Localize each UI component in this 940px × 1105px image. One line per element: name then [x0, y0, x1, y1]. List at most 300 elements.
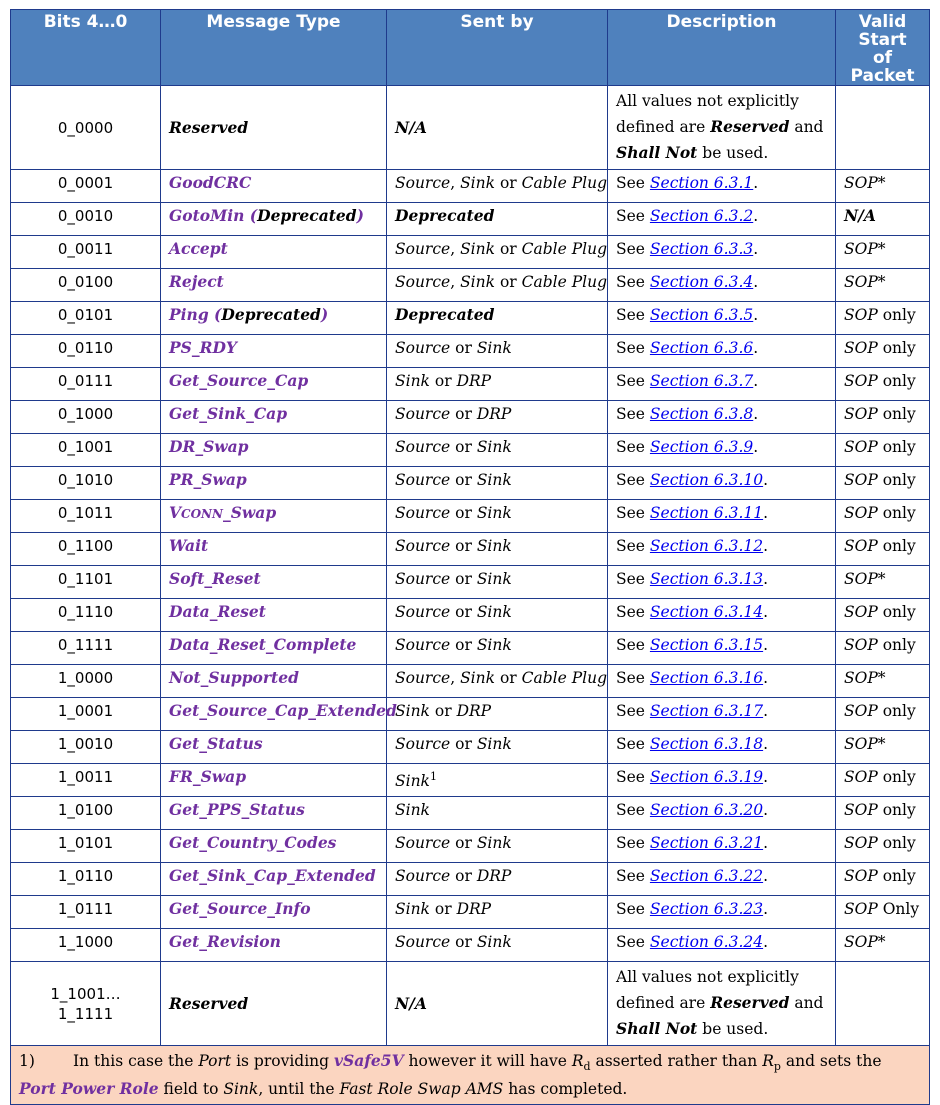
description-cell: See Section 6.3.11. [608, 500, 836, 533]
valid-sop-cell [836, 203, 930, 236]
sent-by-role: Cable Plug [521, 174, 607, 192]
sop-value: SOP [844, 471, 878, 489]
message-type-name[interactable]: VCONN_Swap [169, 503, 277, 522]
bits-cell: 1_0000 [11, 665, 161, 698]
message-type-name[interactable]: Get_Source_Cap_Extended [169, 701, 397, 720]
sent-by-cell [387, 896, 608, 929]
message-type-name[interactable]: Not_Supported [169, 668, 299, 687]
valid-sop-cell [836, 863, 930, 896]
message-type-name[interactable]: Accept [169, 239, 228, 258]
message-type-cell [161, 929, 387, 962]
valid-sop-cell [836, 335, 930, 368]
sent-by-cell [387, 863, 608, 896]
sent-by-role: DRP [476, 405, 512, 423]
section-link[interactable]: Section 6.3.5 [649, 306, 754, 324]
sent-by-role: Sink [395, 772, 430, 791]
bits-cell: 0_0111 [11, 368, 161, 401]
sop-value: SOP [844, 372, 878, 390]
section-link[interactable]: Section 6.3.15 [649, 636, 764, 654]
sop-qualifier: only [877, 306, 916, 324]
bits-cell: 1_1000 [11, 929, 161, 962]
description-cell: See Section 6.3.14. [608, 599, 836, 632]
table-row [11, 269, 930, 302]
sent-by-role: Sink [476, 570, 512, 588]
sop-value: SOP* [844, 570, 886, 588]
table-row [11, 236, 930, 269]
message-type-cell [161, 203, 387, 236]
message-type-name[interactable]: Get_Status [169, 734, 263, 753]
description-cell: See Section 6.3.17. [608, 698, 836, 731]
message-type-name: Reserved [169, 117, 249, 137]
message-type-name[interactable]: Ping [169, 305, 209, 324]
message-type-name[interactable]: Get_Revision [169, 932, 281, 951]
description-cell: See Section 6.3.13. [608, 566, 836, 599]
header-bits: Bits 4…0 [11, 10, 161, 86]
message-type-name[interactable]: Get_Source_Cap [169, 371, 309, 390]
bits-cell: 1_0011 [11, 764, 161, 797]
message-type-cell [161, 533, 387, 566]
message-type-name[interactable]: Get_Country_Codes [169, 833, 337, 852]
section-link[interactable]: Section 6.3.19 [649, 768, 764, 786]
section-link[interactable]: Section 6.3.7 [649, 372, 754, 390]
footnote-fragment: Port [198, 1052, 232, 1070]
sop-value: SOP [844, 834, 878, 852]
message-type-name[interactable]: PR_Swap [169, 470, 247, 489]
table-row [11, 797, 930, 830]
footnote-fragment: however it will have [403, 1052, 572, 1070]
sent-by-sep: or [450, 636, 477, 654]
sent-by-sep: or [450, 867, 477, 885]
section-link[interactable]: Section 6.3.22 [649, 867, 764, 885]
sent-by-role: Source [395, 570, 451, 588]
valid-sop-cell [836, 467, 930, 500]
valid-sop-cell [836, 86, 930, 170]
sent-by-role: Source [395, 933, 451, 951]
message-type-cell [161, 797, 387, 830]
sop-qualifier: only [877, 339, 916, 357]
table-row [11, 962, 930, 1046]
table-row [11, 335, 930, 368]
message-type-cell [161, 962, 387, 1046]
valid-sop-cell [836, 665, 930, 698]
footnote-fragment: Port Power Role [19, 1079, 159, 1099]
shall-not-term: Shall Not [616, 143, 698, 162]
reserved-term: Reserved [710, 117, 790, 136]
sent-by-role: Sink [476, 735, 512, 753]
description-cell: See Section 6.3.5. [608, 302, 836, 335]
sent-by-role: Sink [460, 669, 496, 687]
message-type-cell [161, 764, 387, 797]
footnote-fragment: R [571, 1052, 584, 1070]
sent-by-sep: or [495, 669, 522, 687]
sent-by-role: Sink [476, 537, 512, 555]
shall-not-term: Shall Not [616, 1019, 698, 1038]
bits-cell: 0_0110 [11, 335, 161, 368]
description-cell: See Section 6.3.6. [608, 335, 836, 368]
sop-value: SOP [844, 438, 878, 456]
bits-cell: 0_1100 [11, 533, 161, 566]
section-link[interactable]: Section 6.3.11 [649, 504, 764, 522]
sent-by-cell [387, 401, 608, 434]
sent-by-sep: or [450, 438, 477, 456]
message-type-cell [161, 302, 387, 335]
table-row [11, 698, 930, 731]
bits-cell: 1_0101 [11, 830, 161, 863]
bits-cell: 0_1001 [11, 434, 161, 467]
section-link[interactable]: Section 6.3.4 [649, 273, 754, 291]
footnote-fragment: is providing [231, 1052, 335, 1070]
sent-by-cell [387, 86, 608, 170]
valid-sop-cell [836, 170, 930, 203]
table-row [11, 896, 930, 929]
valid-sop-cell [836, 236, 930, 269]
description-cell: See Section 6.3.4. [608, 269, 836, 302]
message-type-cell [161, 863, 387, 896]
table-row [11, 401, 930, 434]
table-row [11, 863, 930, 896]
sent-by-role: Source [395, 636, 451, 654]
sent-by-sep: or [495, 273, 522, 291]
sop-value: SOP [844, 900, 878, 918]
bits-cell: 0_0011 [11, 236, 161, 269]
sent-by-role: Sink [476, 636, 512, 654]
section-link[interactable]: Section 6.3.10 [649, 471, 764, 489]
bits-cell: 0_1101 [11, 566, 161, 599]
message-type-name[interactable]: Wait [169, 536, 209, 555]
section-link[interactable]: Section 6.3.13 [649, 570, 764, 588]
table-row [11, 302, 930, 335]
bits-cell: 0_1110 [11, 599, 161, 632]
description-cell: All values not explicitly defined are Reserved and Shall Not be used. [608, 86, 836, 170]
sent-by-cell [387, 599, 608, 632]
section-link[interactable]: Section 6.3.3 [649, 240, 754, 258]
sop-value: SOP [844, 768, 878, 786]
sent-by-sep: or [429, 372, 457, 390]
deprecated-note: (Deprecated) [208, 305, 329, 324]
table-row [11, 500, 930, 533]
sop-qualifier: only [877, 471, 916, 489]
sop-value: SOP [844, 405, 878, 423]
sent-by-role: Sink [476, 438, 512, 456]
footnote-fragment: and sets the [780, 1052, 882, 1070]
sent-by-cell [387, 170, 608, 203]
footnote-number: 1) [19, 1052, 35, 1070]
sop-value: SOP [844, 306, 878, 324]
table-row [11, 566, 930, 599]
sop-qualifier: only [877, 801, 916, 819]
sent-by-role: Source [395, 273, 451, 291]
sent-by-text: Deprecated [395, 206, 495, 225]
sent-by-role: Sink [395, 900, 430, 918]
subscript: d [583, 1060, 591, 1074]
sop-qualifier: only [877, 372, 916, 390]
table-row [11, 830, 930, 863]
sent-by-sep: or [429, 900, 457, 918]
bits-cell: 0_0100 [11, 269, 161, 302]
sent-by-cell [387, 368, 608, 401]
message-type-cell [161, 170, 387, 203]
message-type-cell [161, 434, 387, 467]
bits-cell: 1_0111 [11, 896, 161, 929]
valid-sop-cell [836, 269, 930, 302]
sent-by-sep: or [495, 240, 522, 258]
description-cell: See Section 6.3.19. [608, 764, 836, 797]
message-type-name: Reserved [169, 993, 249, 1013]
message-type-name[interactable]: Reject [169, 272, 224, 291]
message-type-cell [161, 500, 387, 533]
section-link[interactable]: Section 6.3.16 [649, 669, 764, 687]
sent-by-role: Sink [460, 240, 496, 258]
sent-by-role: Source [395, 240, 451, 258]
message-type-name[interactable]: DR_Swap [169, 437, 249, 456]
message-type-name[interactable]: Get_PPS_Status [169, 800, 305, 819]
sent-by-sep: , [450, 240, 461, 258]
bits-cell: 0_0000 [11, 86, 161, 170]
bits-cell: 1_1001… 1_1111 [11, 962, 161, 1046]
table-row [11, 467, 930, 500]
sop-value: SOP [844, 801, 878, 819]
header-valid-sop: Valid Start of Packet [836, 10, 930, 86]
sop-qualifier: only [877, 702, 916, 720]
valid-sop-cell [836, 929, 930, 962]
section-link[interactable]: Section 6.3.8 [649, 405, 754, 423]
message-type-table [10, 9, 930, 1105]
sent-by-role: Source [395, 471, 451, 489]
sop-qualifier: only [877, 438, 916, 456]
sent-by-role: Source [395, 537, 451, 555]
section-link[interactable]: Section 6.3.20 [649, 801, 764, 819]
table-row [11, 764, 930, 797]
message-type-cell [161, 731, 387, 764]
header-sent-by: Sent by [387, 10, 608, 86]
message-type-cell [161, 698, 397, 731]
message-type-name[interactable]: Soft_Reset [169, 569, 261, 588]
sent-by-sep: or [495, 174, 522, 192]
sop-value: SOP* [844, 240, 886, 258]
sop-qualifier: Only [877, 900, 920, 918]
sent-by-role: DRP [456, 372, 492, 390]
footnote-fragment: has completed. [503, 1080, 628, 1099]
sent-by-role: Source [395, 405, 451, 423]
sent-by-role: Sink [395, 702, 430, 720]
footnote-fragment: In this case the [73, 1052, 199, 1070]
message-type-cell [161, 269, 387, 302]
sent-by-sep: or [450, 537, 477, 555]
message-type-cell [161, 566, 387, 599]
message-type-cell [161, 401, 387, 434]
valid-sop-cell [836, 797, 930, 830]
sent-by-role: Sink [476, 339, 512, 357]
table-row [11, 434, 930, 467]
sop-value: SOP [844, 339, 878, 357]
bits-cell: 0_1011 [11, 500, 161, 533]
message-type-cell [161, 335, 387, 368]
sent-by-text: Deprecated [395, 305, 495, 324]
header-row [11, 10, 930, 86]
sent-by-role: DRP [476, 867, 512, 885]
sent-by-cell [387, 236, 608, 269]
sent-by-cell [387, 797, 608, 830]
sent-by-role: Source [395, 504, 451, 522]
sent-by-sep: or [450, 570, 477, 588]
sop-value: N/A [844, 206, 876, 225]
message-type-name[interactable]: PS_RDY [169, 338, 237, 357]
table-row [11, 533, 930, 566]
table-row [11, 170, 930, 203]
valid-sop-cell [836, 731, 930, 764]
valid-sop-cell [836, 599, 930, 632]
sent-by-role: DRP [456, 900, 492, 918]
description-cell: See Section 6.3.15. [608, 632, 836, 665]
sent-by-sep: or [450, 405, 477, 423]
section-link[interactable]: Section 6.3.6 [649, 339, 754, 357]
table-row [11, 665, 930, 698]
table-row [11, 203, 930, 236]
message-type-name[interactable]: FR_Swap [169, 767, 247, 786]
message-type-name[interactable]: Get_Source_Info [169, 899, 311, 918]
footnote-fragment: R [762, 1052, 774, 1070]
valid-sop-cell [836, 632, 930, 665]
message-type-name[interactable]: Data_Reset_Complete [169, 635, 357, 654]
sent-by-sep: or [450, 603, 477, 621]
sent-by-cell [387, 632, 608, 665]
description-cell: See Section 6.3.8. [608, 401, 836, 434]
sent-by-role: Source [395, 339, 451, 357]
message-type-name[interactable]: GotoMin [169, 206, 245, 225]
sent-by-cell [387, 698, 608, 731]
sent-by-cell [387, 962, 608, 1046]
description-cell: See Section 6.3.2. [608, 203, 836, 236]
sent-by-cell [387, 665, 608, 698]
section-link[interactable]: Section 6.3.9 [649, 438, 754, 456]
sop-value: SOP* [844, 273, 886, 291]
sent-by-role: Source [395, 735, 451, 753]
sop-qualifier: only [877, 504, 916, 522]
footnote-fragment: , until the [258, 1080, 340, 1099]
sop-value: SOP* [844, 669, 886, 687]
valid-sop-cell [836, 368, 930, 401]
sop-qualifier: only [877, 834, 916, 852]
sent-by-role: Sink [460, 273, 496, 291]
description-cell: See Section 6.3.1. [608, 170, 836, 203]
footnote-text [19, 1052, 882, 1098]
sent-by-cell [387, 434, 608, 467]
message-type-name[interactable]: GoodCRC [169, 173, 252, 192]
section-link[interactable]: Section 6.3.14 [649, 603, 764, 621]
sent-by-cell [387, 302, 608, 335]
sent-by-sep: , [450, 669, 461, 687]
section-link[interactable]: Section 6.3.17 [649, 702, 764, 720]
sent-by-sep: or [450, 933, 477, 951]
message-type-name[interactable]: Get_Sink_Cap [169, 404, 288, 423]
sent-by-cell [387, 731, 608, 764]
description-cell: See Section 6.3.3. [608, 236, 836, 269]
table-row [11, 86, 930, 170]
section-link[interactable]: Section 6.3.1 [649, 174, 754, 192]
sent-by-role: Cable Plug [521, 240, 607, 258]
sop-value: SOP [844, 702, 878, 720]
bits-cell: 0_0101 [11, 302, 161, 335]
sent-by-sep: or [450, 735, 477, 753]
bits-cell: 0_1010 [11, 467, 161, 500]
section-link[interactable]: Section 6.3.23 [649, 900, 764, 918]
message-type-name[interactable]: Data_Reset [169, 602, 266, 621]
table-row [11, 929, 930, 962]
footnote-row [11, 1046, 930, 1105]
header-message-type: Message Type [161, 10, 387, 86]
sop-value: SOP [844, 537, 878, 555]
sent-by-sep: or [450, 339, 477, 357]
message-type-cell [161, 896, 387, 929]
footnote-fragment: vSafe5V [334, 1051, 404, 1070]
description-cell: See Section 6.3.24. [608, 929, 836, 962]
sent-by-role: Source [395, 174, 451, 192]
sent-by-cell [387, 830, 608, 863]
sent-by-cell [387, 269, 608, 302]
bits-cell: 0_0001 [11, 170, 161, 203]
bits-cell: 1_0001 [11, 698, 161, 731]
header-description: Description [608, 10, 836, 86]
section-link[interactable]: Section 6.3.21 [649, 834, 764, 852]
reserved-term: Reserved [710, 993, 790, 1012]
valid-sop-cell [836, 302, 930, 335]
sent-by-role: Sink [476, 834, 512, 852]
table-row [11, 368, 930, 401]
sop-qualifier: only [877, 867, 916, 885]
sent-by-cell [387, 500, 608, 533]
sop-value: SOP [844, 504, 878, 522]
sent-by-role: Sink [460, 174, 496, 192]
message-type-cell [161, 236, 387, 269]
valid-sop-cell [836, 764, 930, 797]
sop-value: SOP* [844, 933, 886, 951]
sent-by-role: Cable Plug [521, 273, 607, 291]
sop-qualifier: only [877, 537, 916, 555]
valid-sop-cell [836, 698, 930, 731]
sent-by-cell [387, 566, 608, 599]
description-cell: See Section 6.3.21. [608, 830, 836, 863]
sent-by-sep: , [450, 273, 461, 291]
sent-by-sep: , [450, 174, 461, 192]
description-cell: All values not explicitly defined are Reserved and Shall Not be used. [608, 962, 836, 1046]
message-type-cell [161, 467, 387, 500]
description-cell: See Section 6.3.22. [608, 863, 836, 896]
section-link[interactable]: Section 6.3.2 [649, 207, 754, 225]
section-link[interactable]: Section 6.3.18 [649, 735, 764, 753]
table-row [11, 731, 930, 764]
description-cell: See Section 6.3.10. [608, 467, 836, 500]
bits-cell: 0_1111 [11, 632, 161, 665]
sent-by-role: Sink [395, 801, 430, 819]
footnote [11, 1046, 930, 1105]
message-type-name[interactable]: Get_Sink_Cap_Extended [169, 866, 376, 885]
bits-cell: 1_0010 [11, 731, 161, 764]
sent-by-role: Sink [476, 504, 512, 522]
description-cell: See Section 6.3.18. [608, 731, 836, 764]
sent-by-role: Source [395, 438, 451, 456]
message-type-cell [161, 830, 387, 863]
description-cell: See Section 6.3.20. [608, 797, 836, 830]
message-type-cell [161, 368, 387, 401]
sent-by-cell [387, 764, 608, 797]
footnote-fragment: field to [158, 1080, 224, 1099]
sop-value: SOP [844, 603, 878, 621]
section-link[interactable]: Section 6.3.24 [649, 933, 764, 951]
sent-by-sep: or [450, 504, 477, 522]
section-link[interactable]: Section 6.3.12 [649, 537, 764, 555]
valid-sop-cell [836, 566, 930, 599]
sop-value: SOP [844, 636, 878, 654]
